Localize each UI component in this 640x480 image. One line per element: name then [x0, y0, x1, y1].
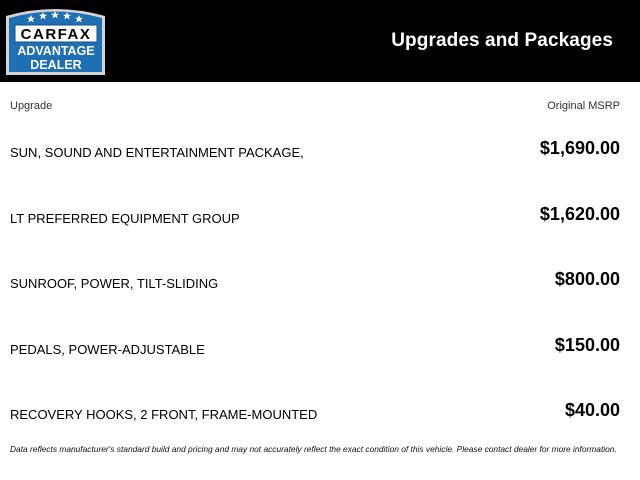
- page-title: Upgrades and Packages: [391, 30, 613, 51]
- upgrade-price: $40.00: [564, 400, 620, 420]
- column-header-upgrade: Upgrade: [10, 100, 53, 112]
- table-row: [0, 400, 640, 430]
- upgrade-name: LT PREFERRED EQUIPMENT GROUP: [10, 211, 240, 226]
- upgrade-name: PEDALS, POWER-ADJUSTABLE: [10, 342, 205, 357]
- upgrade-price: $800.00: [554, 269, 620, 289]
- header-bar: [0, 0, 640, 82]
- carfax-advantage-dealer-logo: [4, 4, 107, 77]
- table-row: [0, 269, 640, 299]
- table-row: [0, 138, 640, 168]
- upgrade-name: SUNROOF, POWER, TILT-SLIDING: [10, 276, 219, 291]
- disclaimer-text: Data reflects manufacturer's standard build and pricing and may not accurately reflect the exact condition of this vehicle. Please contact dealer for more information.: [10, 444, 617, 454]
- upgrade-name: SUN, SOUND AND ENTERTAINMENT PACKAGE,: [10, 145, 304, 160]
- upgrade-name: RECOVERY HOOKS, 2 FRONT, FRAME-MOUNTED: [10, 407, 318, 422]
- column-header-msrp: Original MSRP: [547, 100, 620, 112]
- logo-brand-text: CARFAX: [20, 26, 92, 43]
- table-row: [0, 204, 640, 234]
- upgrade-price: $1,620.00: [539, 204, 620, 224]
- table-row: [0, 335, 640, 365]
- upgrade-price: $1,690.00: [539, 138, 620, 158]
- logo-line1-text: ADVANTAGE: [17, 44, 95, 58]
- logo-line2-text: DEALER: [30, 58, 82, 72]
- upgrade-price: $150.00: [554, 335, 620, 355]
